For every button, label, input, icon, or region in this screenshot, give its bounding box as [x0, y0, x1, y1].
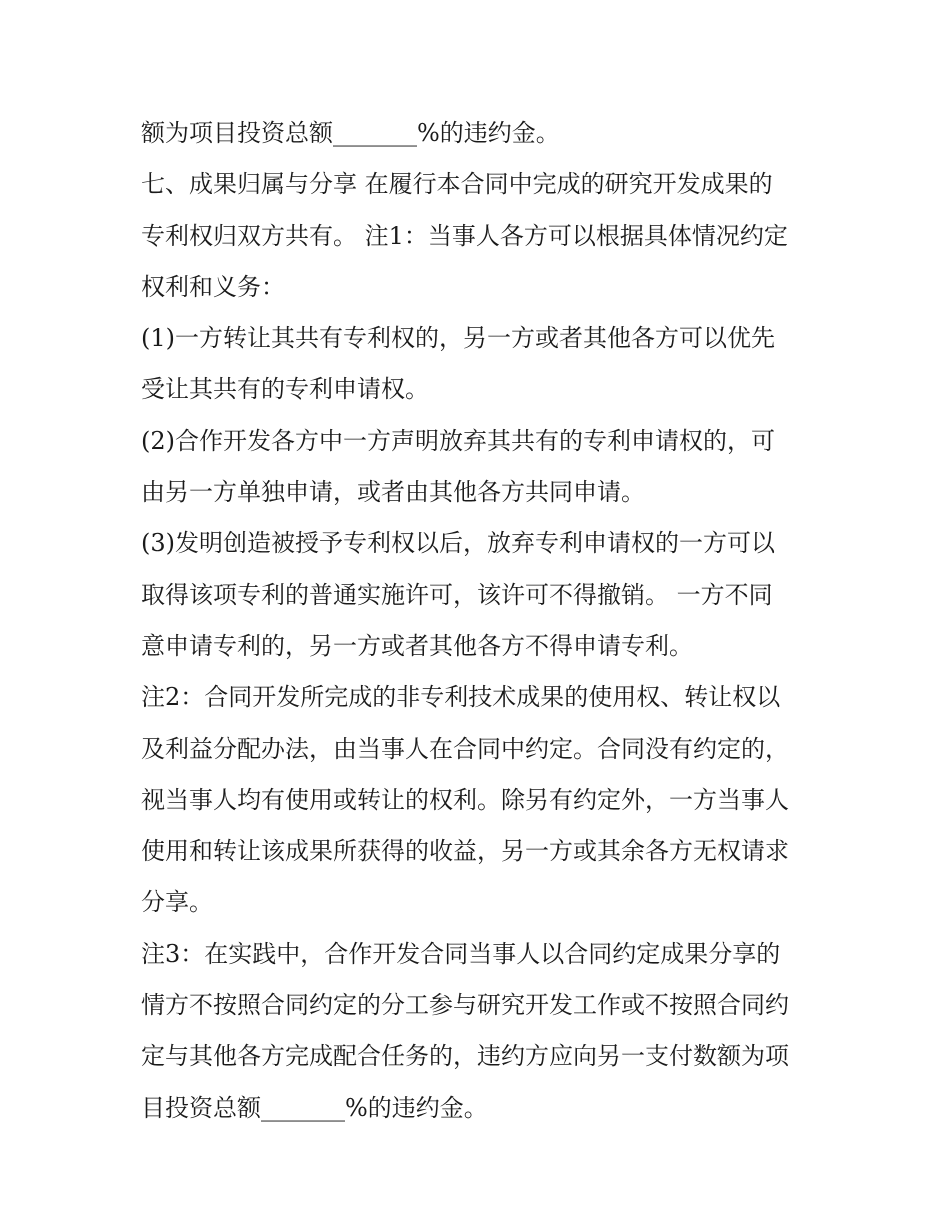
text-line: 注2：合同开发所完成的非专利技术成果的使用权、转让权以 — [141, 683, 781, 712]
text-line: 目投资总额_______%的违约金。 — [141, 1093, 488, 1122]
text-line: 视当事人均有使用或转让的权利。除另有约定外，一方当事人 — [141, 785, 789, 814]
text-line: (1)一方转让其共有专利权的，另一方或者其他各方可以优先 — [141, 324, 775, 353]
text-line: 专利权归双方共有。 注1：当事人各方可以根据具体情况约定 — [141, 221, 788, 250]
text-line: 七、成果归属与分享 在履行本合同中完成的研究开发成果的 — [141, 170, 773, 199]
text-line: 定与其他各方完成配合任务的，违约方应向另一支付数额为项 — [141, 1042, 789, 1071]
text-line: 额为项目投资总额_______%的违约金。 — [141, 119, 560, 147]
text-line: (3)发明创造被授予专利权以后，放弃专利申请权的一方可以 — [141, 529, 775, 558]
text-line: 分享。 — [141, 888, 213, 917]
text-line: 情方不按照合同约定的分工参与研究开发工作或不按照合同约 — [141, 991, 789, 1020]
text-line: 取得该项专利的普通实施许可，该许可不得撤销。 一方不同 — [141, 580, 773, 609]
text-line: 受让其共有的专利申请权。 — [141, 375, 429, 404]
text-line: (2)合作开发各方中一方声明放弃其共有的专利申请权的，可 — [141, 426, 775, 455]
text-line: 权利和义务： — [141, 272, 285, 301]
text-line: 及利益分配办法，由当事人在合同中约定。合同没有约定的， — [141, 734, 789, 763]
text-line: 注3：在实践中，合作开发合同当事人以合同约定成果分享的 — [141, 939, 781, 968]
document-body — [141, 108, 821, 1134]
text-line: 使用和转让该成果所获得的收益，另一方或其余各方无权请求 — [141, 837, 789, 866]
text-line: 由另一方单独申请，或者由其他各方共同申请。 — [141, 478, 645, 507]
text-line: 意申请专利的，另一方或者其他各方不得申请专利。 — [141, 631, 693, 660]
